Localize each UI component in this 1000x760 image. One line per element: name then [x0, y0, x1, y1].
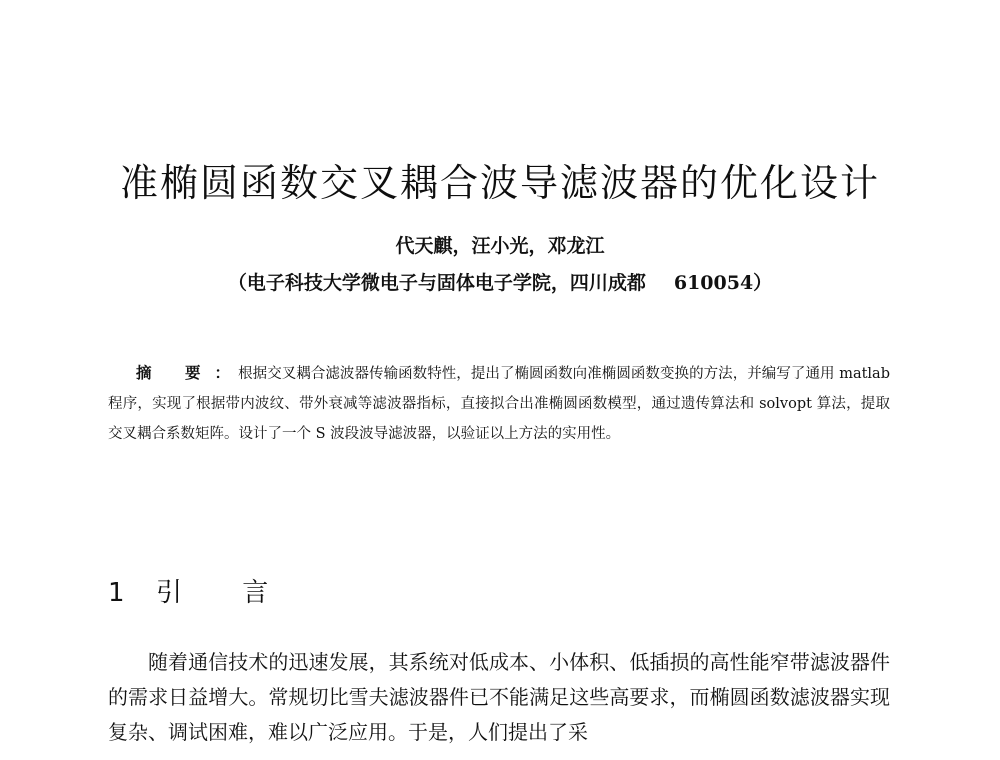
section-number: 1 [108, 578, 125, 608]
abstract [108, 358, 890, 449]
abstract-label: 摘 要： [136, 363, 245, 382]
paper-title: 准椭圆函数交叉耦合波导滤波器的优化设计 [119, 161, 880, 205]
affiliation [0, 270, 1000, 296]
section-title: 引 言 [156, 578, 295, 608]
abstract-text: 根据交叉耦合滤波器传输函数特性，提出了椭圆函数向准椭圆函数变换的方法，并编写了通用 matlab 程序，实现了根据带内波纹、带外衰减等滤波器指标，直接拟合出准椭圆函数模型，通过遗传算法和 solvopt 算法，提取交叉耦合系数矩阵。设计了一个 S 波段波导滤波器，以验证以上方法的实用性。 [108, 366, 890, 442]
author-list: 代天麒，汪小光，邓龙江 [395, 235, 605, 257]
section-heading [108, 574, 294, 612]
body-paragraph: 随着通信技术的迅速发展，其系统对低成本、小体积、低插损的高性能窄带滤波器件的需求日益增大。常规切比雪夫滤波器件已不能满足这些高要求，而椭圆函数滤波器实现复杂、调试困难，难以广泛应用。于是，人们提出了采 [108, 650, 890, 744]
affiliation-zip: 610054） [673, 272, 773, 294]
affiliation-text: （电子科技大学微电子与固体电子学院，四川成都 [227, 272, 646, 294]
